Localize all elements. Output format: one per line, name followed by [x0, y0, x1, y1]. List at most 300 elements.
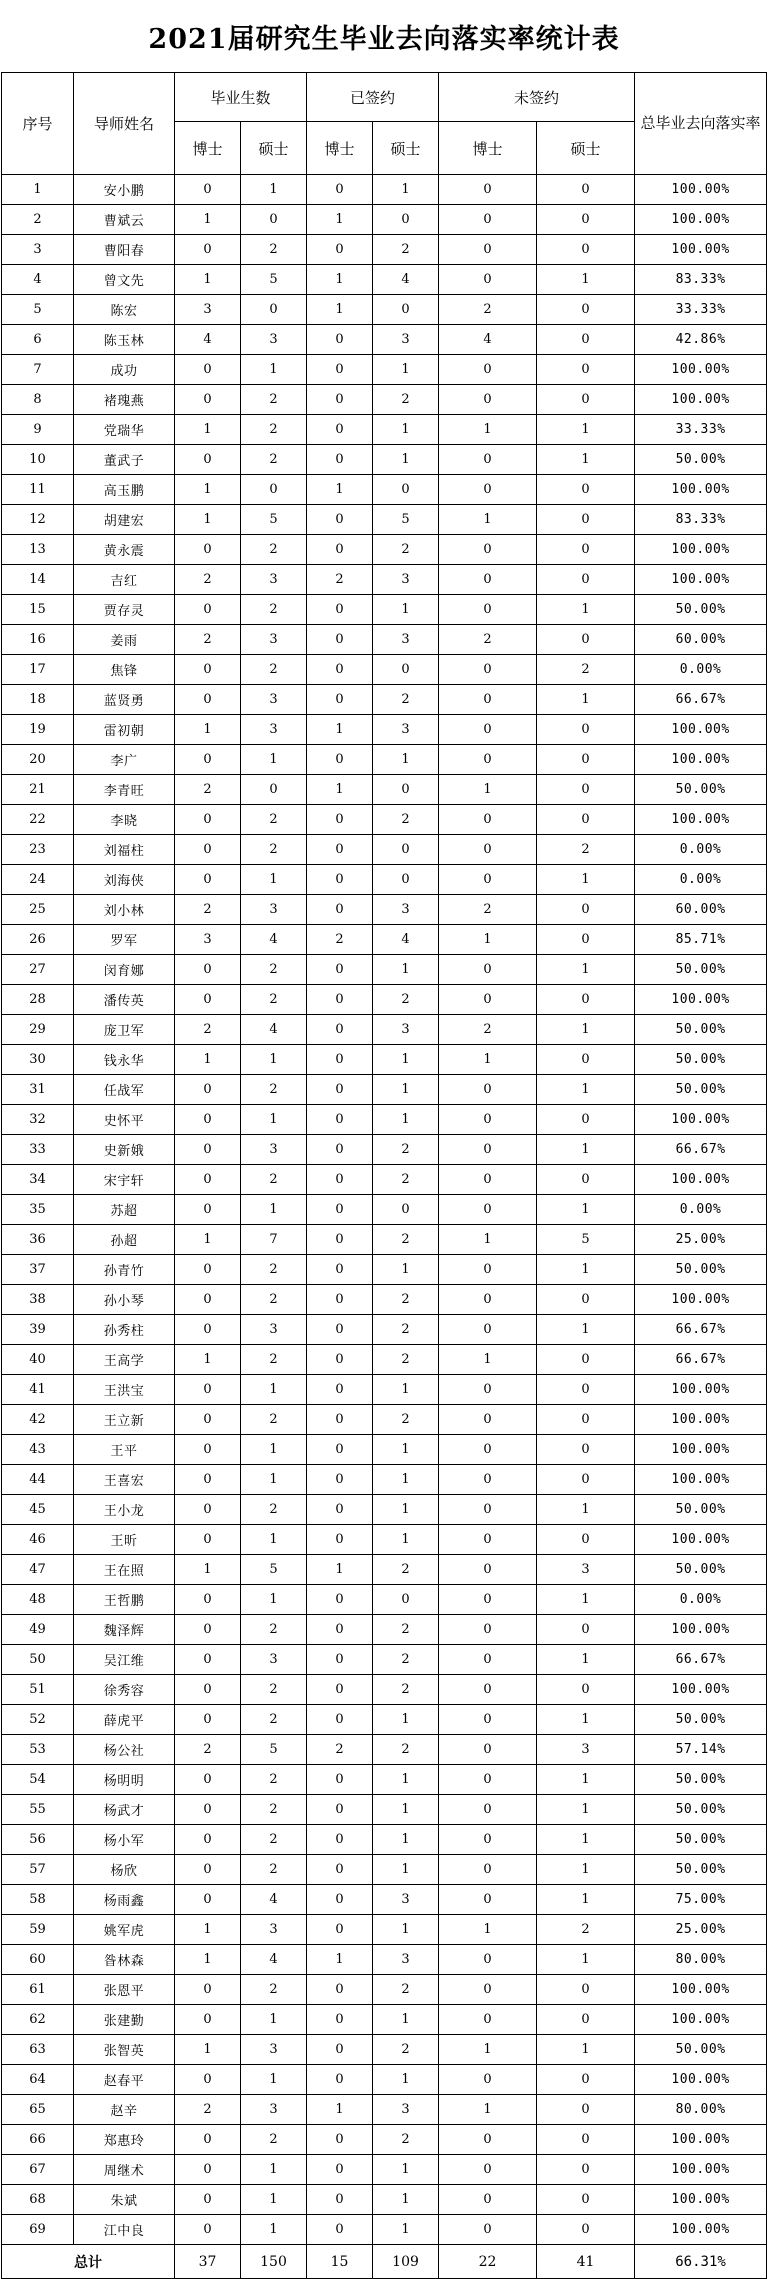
row-seq: 23 [2, 835, 74, 865]
implementation-rate: 100.00% [635, 2005, 767, 2035]
signed-master: 0 [373, 475, 439, 505]
signed-phd: 1 [307, 2095, 373, 2125]
signed-master: 1 [373, 1435, 439, 1465]
signed-phd: 0 [307, 235, 373, 265]
signed-master: 1 [373, 1795, 439, 1825]
table-row [2, 1945, 767, 1975]
graduates-master: 2 [241, 1075, 307, 1105]
implementation-rate: 50.00% [635, 1495, 767, 1525]
graduates-phd: 2 [175, 2095, 241, 2125]
table-row [2, 955, 767, 985]
implementation-rate: 100.00% [635, 1675, 767, 1705]
implementation-rate: 0.00% [635, 865, 767, 895]
graduates-phd: 0 [175, 2155, 241, 2185]
advisor-name: 姜雨 [74, 625, 175, 655]
table-row [2, 2155, 767, 2185]
advisor-name: 赵春平 [74, 2065, 175, 2095]
table-row [2, 1765, 767, 1795]
unsigned-phd: 0 [439, 805, 537, 835]
implementation-rate: 100.00% [635, 1405, 767, 1435]
unsigned-phd: 0 [439, 1255, 537, 1285]
graduates-master: 0 [241, 775, 307, 805]
graduates-phd: 1 [175, 475, 241, 505]
graduates-phd: 0 [175, 535, 241, 565]
row-seq: 45 [2, 1495, 74, 1525]
advisor-name: 孙秀柱 [74, 1315, 175, 1345]
signed-master: 2 [373, 685, 439, 715]
unsigned-master: 1 [537, 265, 635, 295]
graduates-master: 2 [241, 1285, 307, 1315]
graduates-master: 3 [241, 715, 307, 745]
signed-phd: 2 [307, 565, 373, 595]
total-rate: 66.31% [635, 2245, 767, 2279]
header-signed: 已签约 [307, 73, 439, 122]
signed-master: 1 [373, 1915, 439, 1945]
unsigned-master: 1 [537, 1015, 635, 1045]
signed-master: 3 [373, 1945, 439, 1975]
graduates-master: 1 [241, 1045, 307, 1075]
row-seq: 66 [2, 2125, 74, 2155]
row-seq: 67 [2, 2155, 74, 2185]
graduates-master: 3 [241, 1135, 307, 1165]
advisor-name: 陈宏 [74, 295, 175, 325]
implementation-rate: 50.00% [635, 1795, 767, 1825]
unsigned-master: 1 [537, 685, 635, 715]
signed-master: 2 [373, 1615, 439, 1645]
row-seq: 40 [2, 1345, 74, 1375]
signed-phd: 1 [307, 295, 373, 325]
signed-phd: 1 [307, 265, 373, 295]
implementation-rate: 50.00% [635, 775, 767, 805]
graduates-master: 5 [241, 505, 307, 535]
signed-master: 3 [373, 895, 439, 925]
unsigned-master: 0 [537, 985, 635, 1015]
graduates-phd: 0 [175, 1465, 241, 1495]
graduates-master: 4 [241, 1885, 307, 1915]
signed-master: 2 [373, 805, 439, 835]
unsigned-phd: 0 [439, 2065, 537, 2095]
graduates-phd: 1 [175, 1045, 241, 1075]
signed-phd: 0 [307, 1345, 373, 1375]
table-row [2, 595, 767, 625]
table-row [2, 1525, 767, 1555]
table-row [2, 535, 767, 565]
signed-master: 2 [373, 1975, 439, 2005]
unsigned-phd: 0 [439, 1675, 537, 1705]
unsigned-master: 0 [537, 535, 635, 565]
row-seq: 18 [2, 685, 74, 715]
row-seq: 3 [2, 235, 74, 265]
signed-phd: 1 [307, 1555, 373, 1585]
graduates-phd: 0 [175, 745, 241, 775]
implementation-rate: 60.00% [635, 895, 767, 925]
advisor-name: 薛虎平 [74, 1705, 175, 1735]
graduates-master: 2 [241, 1675, 307, 1705]
advisor-name: 史新娥 [74, 1135, 175, 1165]
implementation-rate: 60.00% [635, 625, 767, 655]
graduates-master: 4 [241, 925, 307, 955]
graduates-phd: 0 [175, 235, 241, 265]
implementation-rate: 100.00% [635, 2215, 767, 2245]
graduates-master: 0 [241, 295, 307, 325]
graduates-master: 2 [241, 2125, 307, 2155]
advisor-name: 黄永震 [74, 535, 175, 565]
table-row [2, 175, 767, 205]
graduates-master: 1 [241, 2155, 307, 2185]
unsigned-master: 1 [537, 595, 635, 625]
unsigned-phd: 0 [439, 1165, 537, 1195]
advisor-name: 蓝贤勇 [74, 685, 175, 715]
unsigned-phd: 0 [439, 655, 537, 685]
unsigned-master: 1 [537, 1855, 635, 1885]
table-row [2, 475, 767, 505]
signed-master: 1 [373, 1105, 439, 1135]
unsigned-phd: 2 [439, 895, 537, 925]
implementation-rate: 33.33% [635, 415, 767, 445]
advisor-name: 曾文先 [74, 265, 175, 295]
signed-master: 4 [373, 265, 439, 295]
implementation-rate: 83.33% [635, 505, 767, 535]
table-row [2, 1375, 767, 1405]
row-seq: 6 [2, 325, 74, 355]
implementation-rate: 57.14% [635, 1735, 767, 1765]
implementation-rate: 50.00% [635, 1825, 767, 1855]
signed-master: 2 [373, 2035, 439, 2065]
implementation-rate: 50.00% [635, 1555, 767, 1585]
signed-master: 0 [373, 865, 439, 895]
signed-phd: 0 [307, 2065, 373, 2095]
implementation-rate: 100.00% [635, 205, 767, 235]
unsigned-master: 1 [537, 445, 635, 475]
row-seq: 52 [2, 1705, 74, 1735]
table-body [2, 175, 767, 2245]
signed-phd: 0 [307, 535, 373, 565]
graduates-phd: 4 [175, 325, 241, 355]
graduates-master: 1 [241, 745, 307, 775]
unsigned-master: 0 [537, 715, 635, 745]
signed-master: 3 [373, 565, 439, 595]
table-row [2, 775, 767, 805]
row-seq: 7 [2, 355, 74, 385]
row-seq: 59 [2, 1915, 74, 1945]
table-row [2, 895, 767, 925]
unsigned-master: 0 [537, 175, 635, 205]
row-seq: 30 [2, 1045, 74, 1075]
signed-master: 2 [373, 1135, 439, 1165]
signed-master: 1 [373, 415, 439, 445]
graduates-phd: 0 [175, 655, 241, 685]
row-seq: 61 [2, 1975, 74, 2005]
row-seq: 2 [2, 205, 74, 235]
unsigned-phd: 0 [439, 1615, 537, 1645]
graduates-phd: 0 [175, 865, 241, 895]
unsigned-phd: 0 [439, 1975, 537, 2005]
unsigned-master: 0 [537, 355, 635, 385]
graduates-master: 3 [241, 1315, 307, 1345]
graduates-phd: 0 [175, 1165, 241, 1195]
unsigned-master: 1 [537, 1195, 635, 1225]
signed-master: 2 [373, 1285, 439, 1315]
implementation-rate: 100.00% [635, 1975, 767, 2005]
unsigned-phd: 4 [439, 325, 537, 355]
signed-phd: 0 [307, 625, 373, 655]
graduates-master: 2 [241, 535, 307, 565]
advisor-name: 孙小琴 [74, 1285, 175, 1315]
total-signed-phd: 15 [307, 2245, 373, 2279]
advisor-name: 魏泽辉 [74, 1615, 175, 1645]
unsigned-master: 0 [537, 1975, 635, 2005]
row-seq: 14 [2, 565, 74, 595]
signed-phd: 0 [307, 745, 373, 775]
table-row [2, 1555, 767, 1585]
implementation-rate: 100.00% [635, 1165, 767, 1195]
signed-master: 2 [373, 385, 439, 415]
signed-master: 0 [373, 1585, 439, 1615]
unsigned-master: 0 [537, 295, 635, 325]
signed-master: 3 [373, 2095, 439, 2125]
row-seq: 51 [2, 1675, 74, 1705]
graduates-phd: 0 [175, 1975, 241, 2005]
implementation-rate: 100.00% [635, 2065, 767, 2095]
advisor-name: 徐秀容 [74, 1675, 175, 1705]
advisor-name: 焦锋 [74, 655, 175, 685]
implementation-rate: 50.00% [635, 1705, 767, 1735]
graduates-phd: 0 [175, 1825, 241, 1855]
graduates-master: 3 [241, 685, 307, 715]
signed-master: 0 [373, 205, 439, 235]
implementation-rate: 0.00% [635, 1195, 767, 1225]
unsigned-master: 0 [537, 895, 635, 925]
header-signed-master: 硕士 [373, 122, 439, 175]
graduates-phd: 1 [175, 2035, 241, 2065]
graduates-phd: 2 [175, 1015, 241, 1045]
signed-phd: 0 [307, 1915, 373, 1945]
row-seq: 28 [2, 985, 74, 1015]
advisor-name: 李广 [74, 745, 175, 775]
unsigned-phd: 1 [439, 925, 537, 955]
graduates-master: 1 [241, 865, 307, 895]
table-row [2, 685, 767, 715]
signed-master: 1 [373, 2185, 439, 2215]
advisor-name: 刘福柱 [74, 835, 175, 865]
signed-phd: 0 [307, 835, 373, 865]
graduates-master: 1 [241, 2005, 307, 2035]
advisor-name: 褚瑰燕 [74, 385, 175, 415]
row-seq: 32 [2, 1105, 74, 1135]
graduates-phd: 1 [175, 1225, 241, 1255]
graduates-phd: 2 [175, 625, 241, 655]
graduates-master: 1 [241, 1465, 307, 1495]
advisor-name: 杨武才 [74, 1795, 175, 1825]
row-seq: 25 [2, 895, 74, 925]
unsigned-master: 0 [537, 2125, 635, 2155]
row-seq: 63 [2, 2035, 74, 2065]
unsigned-phd: 1 [439, 415, 537, 445]
graduates-master: 1 [241, 1525, 307, 1555]
signed-master: 3 [373, 715, 439, 745]
graduates-phd: 0 [175, 805, 241, 835]
row-seq: 9 [2, 415, 74, 445]
graduates-phd: 1 [175, 505, 241, 535]
table-row [2, 205, 767, 235]
unsigned-phd: 1 [439, 2095, 537, 2125]
row-seq: 42 [2, 1405, 74, 1435]
implementation-rate: 50.00% [635, 1765, 767, 1795]
table-header [2, 73, 767, 175]
unsigned-master: 1 [537, 2035, 635, 2065]
signed-phd: 0 [307, 655, 373, 685]
advisor-name: 闵育娜 [74, 955, 175, 985]
table-row [2, 1675, 767, 1705]
advisor-name: 苏超 [74, 1195, 175, 1225]
row-seq: 24 [2, 865, 74, 895]
unsigned-phd: 1 [439, 1345, 537, 1375]
implementation-rate: 66.67% [635, 1315, 767, 1345]
table-row [2, 1465, 767, 1495]
signed-phd: 0 [307, 1825, 373, 1855]
unsigned-master: 1 [537, 955, 635, 985]
signed-phd: 0 [307, 865, 373, 895]
unsigned-master: 1 [537, 1135, 635, 1165]
row-seq: 49 [2, 1615, 74, 1645]
graduates-phd: 2 [175, 895, 241, 925]
advisor-name: 姚军虎 [74, 1915, 175, 1945]
advisor-name: 王喜宏 [74, 1465, 175, 1495]
row-seq: 8 [2, 385, 74, 415]
unsigned-phd: 0 [439, 1285, 537, 1315]
advisor-name: 罗军 [74, 925, 175, 955]
graduates-master: 2 [241, 1345, 307, 1375]
graduates-phd: 0 [175, 2215, 241, 2245]
graduates-phd: 0 [175, 1075, 241, 1105]
implementation-rate: 0.00% [635, 835, 767, 865]
signed-phd: 0 [307, 2125, 373, 2155]
unsigned-master: 0 [537, 625, 635, 655]
signed-phd: 0 [307, 2215, 373, 2245]
graduates-master: 0 [241, 205, 307, 235]
unsigned-master: 0 [537, 1525, 635, 1555]
graduates-master: 1 [241, 1195, 307, 1225]
table-row [2, 325, 767, 355]
implementation-rate: 50.00% [635, 445, 767, 475]
signed-phd: 0 [307, 1765, 373, 1795]
unsigned-phd: 0 [439, 175, 537, 205]
unsigned-phd: 0 [439, 1105, 537, 1135]
table-row [2, 1135, 767, 1165]
table-row [2, 2185, 767, 2215]
unsigned-master: 2 [537, 1915, 635, 1945]
graduates-master: 1 [241, 2215, 307, 2245]
advisor-name: 张恩平 [74, 1975, 175, 2005]
unsigned-master: 0 [537, 1105, 635, 1135]
graduates-master: 4 [241, 1945, 307, 1975]
implementation-rate: 66.67% [635, 685, 767, 715]
signed-master: 1 [373, 1855, 439, 1885]
signed-phd: 0 [307, 2005, 373, 2035]
unsigned-phd: 0 [439, 715, 537, 745]
row-seq: 5 [2, 295, 74, 325]
row-seq: 44 [2, 1465, 74, 1495]
signed-phd: 0 [307, 1135, 373, 1165]
advisor-name: 贾存灵 [74, 595, 175, 625]
signed-master: 0 [373, 655, 439, 685]
signed-master: 1 [373, 1045, 439, 1075]
graduates-phd: 2 [175, 565, 241, 595]
header-graduates: 毕业生数 [175, 73, 307, 122]
signed-master: 2 [373, 1345, 439, 1375]
unsigned-phd: 0 [439, 1585, 537, 1615]
table-footer [2, 2245, 767, 2279]
row-seq: 26 [2, 925, 74, 955]
advisor-name: 周继术 [74, 2155, 175, 2185]
unsigned-phd: 0 [439, 2005, 537, 2035]
table-row [2, 1795, 767, 1825]
graduates-master: 1 [241, 1375, 307, 1405]
unsigned-phd: 0 [439, 2215, 537, 2245]
unsigned-master: 0 [537, 2065, 635, 2095]
unsigned-master: 0 [537, 1465, 635, 1495]
unsigned-master: 0 [537, 775, 635, 805]
advisor-name: 成功 [74, 355, 175, 385]
unsigned-phd: 0 [439, 745, 537, 775]
table-row [2, 1225, 767, 1255]
unsigned-phd: 2 [439, 625, 537, 655]
unsigned-phd: 0 [439, 1645, 537, 1675]
signed-phd: 0 [307, 1795, 373, 1825]
table-title: 2021届研究生毕业去向落实率统计表 [148, 23, 620, 55]
implementation-rate: 50.00% [635, 1855, 767, 1885]
table-row [2, 1735, 767, 1765]
signed-phd: 0 [307, 1585, 373, 1615]
unsigned-phd: 0 [439, 1855, 537, 1885]
row-seq: 17 [2, 655, 74, 685]
graduates-master: 2 [241, 1165, 307, 1195]
unsigned-phd: 0 [439, 1705, 537, 1735]
graduates-phd: 0 [175, 1525, 241, 1555]
signed-phd: 1 [307, 775, 373, 805]
signed-master: 3 [373, 1885, 439, 1915]
total-signed-master: 109 [373, 2245, 439, 2279]
table-row [2, 1615, 767, 1645]
signed-phd: 0 [307, 1855, 373, 1885]
unsigned-master: 0 [537, 2005, 635, 2035]
table-row [2, 1645, 767, 1675]
graduates-master: 2 [241, 1795, 307, 1825]
row-seq: 65 [2, 2095, 74, 2125]
graduates-master: 2 [241, 1765, 307, 1795]
signed-master: 1 [373, 745, 439, 775]
unsigned-phd: 1 [439, 1045, 537, 1075]
unsigned-phd: 0 [439, 1315, 537, 1345]
unsigned-phd: 0 [439, 1075, 537, 1105]
unsigned-master: 1 [537, 1765, 635, 1795]
signed-master: 1 [373, 1825, 439, 1855]
graduates-master: 1 [241, 1585, 307, 1615]
implementation-rate: 100.00% [635, 985, 767, 1015]
unsigned-master: 0 [537, 1285, 635, 1315]
table-row [2, 655, 767, 685]
table-row [2, 445, 767, 475]
graduates-phd: 0 [175, 1405, 241, 1435]
signed-master: 2 [373, 1315, 439, 1345]
advisor-name: 孙青竹 [74, 1255, 175, 1285]
unsigned-phd: 2 [439, 295, 537, 325]
implementation-rate: 100.00% [635, 1615, 767, 1645]
row-seq: 58 [2, 1885, 74, 1915]
unsigned-master: 3 [537, 1735, 635, 1765]
implementation-rate: 80.00% [635, 1945, 767, 1975]
signed-phd: 0 [307, 175, 373, 205]
